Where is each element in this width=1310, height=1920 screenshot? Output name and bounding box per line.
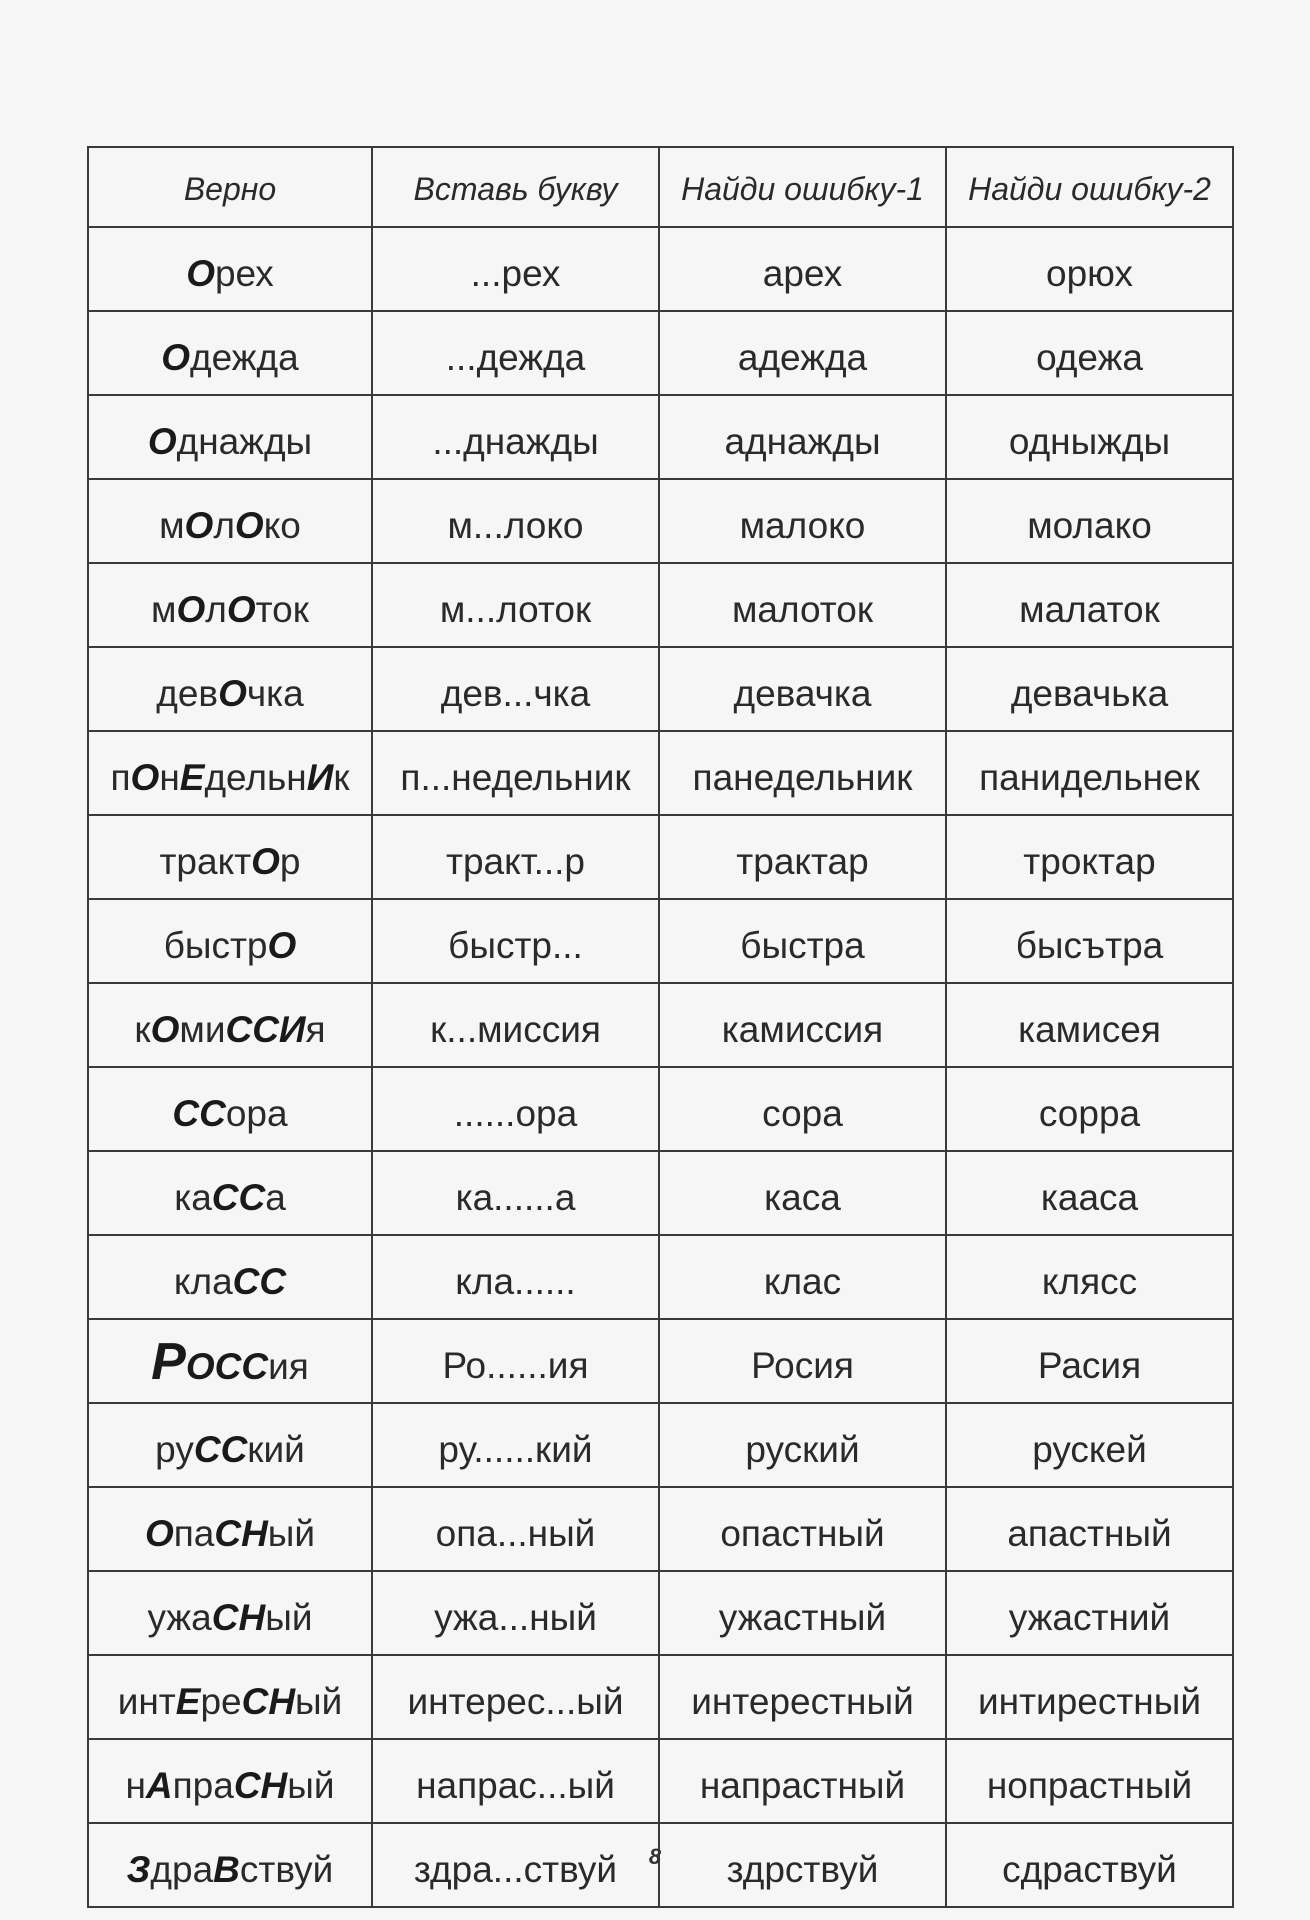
table-row [88,815,1233,899]
word-part: ток [255,589,309,630]
highlighted-letters: А [145,1765,173,1806]
word-part: кий [247,1429,305,1470]
word-part: н [125,1765,146,1806]
cell-correct-word [88,983,372,1067]
cell-find-error-1: интерестный [659,1655,946,1739]
word-part: быстр [163,925,268,966]
cell-find-error-1: трактар [659,815,946,899]
cell-find-error-1: малоко [659,479,946,563]
word-part: дев [156,673,219,714]
cell-insert-letter: ужа...ный [372,1571,659,1655]
cell-find-error-2: апастный [946,1487,1233,1571]
word-part: я [305,1009,326,1050]
cell-correct-word [88,1067,372,1151]
word-part: дра [150,1849,214,1890]
highlighted-letters: О [186,253,215,294]
cell-correct-word [88,1571,372,1655]
highlighted-letters: О [150,1009,180,1050]
word-part: ре [200,1681,242,1722]
highlighted-letters: О [130,757,160,798]
highlighted-letters: Е [175,1681,201,1722]
word-part: кла [173,1261,233,1302]
table-row [88,1319,1233,1403]
spelling-table [87,146,1234,1908]
cell-insert-letter: ка......а [372,1151,659,1235]
highlighted-letters: О [147,421,177,462]
cell-insert-letter: Ро......ия [372,1319,659,1403]
cell-correct-word [88,731,372,815]
page-number: 8 [648,1844,662,1869]
word-part: ужа [147,1597,212,1638]
table-row [88,899,1233,983]
cell-find-error-1: адежда [659,311,946,395]
highlighted-letters: СН [214,1513,268,1554]
table-row [88,1571,1233,1655]
cell-insert-letter: ......ора [372,1067,659,1151]
cell-insert-letter: тракт...р [372,815,659,899]
table-row [88,227,1233,311]
cell-insert-letter: дев...чка [372,647,659,731]
word-part: ый [295,1681,343,1722]
cell-find-error-2: нопрастный [946,1739,1233,1823]
cell-correct-word [88,1655,372,1739]
cell-correct-word [88,1487,372,1571]
highlighted-letters: СН [233,1765,288,1806]
word-part: ый [267,1513,316,1554]
cell-insert-letter: к...миссия [372,983,659,1067]
cell-find-error-2: ужастний [946,1571,1233,1655]
word-part: а [265,1177,286,1218]
highlighted-letters: О [218,673,247,714]
cell-correct-word [88,479,372,563]
cell-find-error-2: одежа [946,311,1233,395]
word-part: дежда [190,337,299,378]
cell-insert-letter: здра...ствуй [372,1823,659,1907]
word-part: ру [155,1429,194,1470]
table-row [88,1235,1233,1319]
cell-insert-letter: м...локо [372,479,659,563]
cell-find-error-2: сорра [946,1067,1233,1151]
cell-insert-letter: ...дежда [372,311,659,395]
table-row [88,1655,1233,1739]
table-row [88,563,1233,647]
cell-insert-letter: быстр... [372,899,659,983]
cell-find-error-2: клясс [946,1235,1233,1319]
cell-find-error-2: троктар [946,815,1233,899]
cell-correct-word [88,1235,372,1319]
cell-find-error-2: интирестный [946,1655,1233,1739]
cell-find-error-1: малоток [659,563,946,647]
cell-insert-letter: ...рех [372,227,659,311]
cell-correct-word [88,899,372,983]
highlighted-letters: СС [193,1429,248,1470]
cell-find-error-1: панедельник [659,731,946,815]
highlighted-letters: СС [232,1261,287,1302]
header-find-error-2: Найди ошибку-2 [946,147,1233,227]
table-row [88,1067,1233,1151]
cell-find-error-2: камисея [946,983,1233,1067]
table-row [88,479,1233,563]
word-part: л [213,505,235,546]
word-part: днажды [176,421,313,462]
cell-insert-letter: ру......кий [372,1403,659,1487]
highlighted-letters: О [184,505,214,546]
table-body [88,227,1233,1907]
cell-correct-word [88,227,372,311]
worksheet [87,146,1232,1908]
highlighted-letters: И [306,757,334,798]
cell-insert-letter: кла...... [372,1235,659,1319]
cell-find-error-2: малаток [946,563,1233,647]
highlighted-letters: Р [151,1333,186,1391]
cell-correct-word [88,395,372,479]
word-part: ора [225,1093,288,1134]
word-part: ми [179,1009,226,1050]
cell-find-error-1: ужастный [659,1571,946,1655]
cell-find-error-1: здрствуй [659,1823,946,1907]
word-part: пра [172,1765,234,1806]
cell-find-error-2: молако [946,479,1233,563]
cell-insert-letter: интерес...ый [372,1655,659,1739]
table-row [88,647,1233,731]
cell-find-error-2: бысътра [946,899,1233,983]
word-part: л [205,589,227,630]
cell-correct-word [88,1151,372,1235]
word-part: инт [117,1681,176,1722]
cell-find-error-1: аднажды [659,395,946,479]
cell-insert-letter: м...лоток [372,563,659,647]
word-part: ка [174,1177,212,1218]
word-part: ый [265,1597,313,1638]
highlighted-letters: З [126,1849,151,1890]
highlighted-letters: Е [179,757,205,798]
highlighted-letters: СС [211,1177,266,1218]
word-part: к [333,757,350,798]
cell-correct-word [88,311,372,395]
table-row [88,983,1233,1067]
word-part: ия [268,1346,309,1387]
table-row [88,395,1233,479]
cell-insert-letter: ...днажды [372,395,659,479]
cell-correct-word [88,647,372,731]
cell-correct-word [88,1739,372,1823]
cell-find-error-1: сора [659,1067,946,1151]
highlighted-letters: О [161,337,191,378]
highlighted-letters: СН [241,1681,296,1722]
table-row [88,1739,1233,1823]
cell-find-error-1: опастный [659,1487,946,1571]
highlighted-letters: ОСС [185,1346,269,1387]
cell-find-error-2: рускей [946,1403,1233,1487]
highlighted-letters: СС [172,1093,226,1134]
highlighted-letters: О [267,925,297,966]
cell-find-error-1: быстра [659,899,946,983]
cell-find-error-2: кааса [946,1151,1233,1235]
cell-find-error-2: одныжды [946,395,1233,479]
word-part: тракт [159,841,252,882]
highlighted-letters: В [213,1849,240,1890]
word-part: р [279,841,301,882]
cell-correct-word [88,815,372,899]
cell-find-error-1: каса [659,1151,946,1235]
cell-find-error-1: напрастный [659,1739,946,1823]
table-row [88,731,1233,815]
word-part: ый [287,1765,335,1806]
cell-find-error-1: арех [659,227,946,311]
cell-correct-word [88,563,372,647]
header-row [88,147,1233,227]
cell-find-error-1: Росия [659,1319,946,1403]
cell-find-error-2: девачька [946,647,1233,731]
cell-find-error-1: камиссия [659,983,946,1067]
highlighted-letters: О [144,1513,174,1554]
cell-find-error-2: Расия [946,1319,1233,1403]
word-part: ствуй [239,1849,334,1890]
cell-correct-word [88,1403,372,1487]
table-row [88,311,1233,395]
cell-find-error-1: руский [659,1403,946,1487]
highlighted-letters: О [234,505,264,546]
cell-find-error-2: сдраствуй [946,1823,1233,1907]
word-part: чка [246,673,304,714]
cell-insert-letter: п...недельник [372,731,659,815]
cell-find-error-1: девачка [659,647,946,731]
cell-insert-letter: напрас...ый [372,1739,659,1823]
table-row [88,1487,1233,1571]
cell-find-error-1: клас [659,1235,946,1319]
word-part: н [159,757,180,798]
header-correct: Верно [88,147,372,227]
cell-insert-letter: опа...ный [372,1487,659,1571]
highlighted-letters: ССИ [225,1009,306,1050]
highlighted-letters: О [226,589,256,630]
header-insert-letter: Вставь букву [372,147,659,227]
table-row [88,1403,1233,1487]
word-part: м [159,505,185,546]
word-part: ко [263,505,301,546]
word-part: м [151,589,177,630]
highlighted-letters: О [176,589,206,630]
cell-find-error-2: орюх [946,227,1233,311]
table-row [88,1151,1233,1235]
header-find-error-1: Найди ошибку-1 [659,147,946,227]
word-part: па [173,1513,215,1554]
word-part: рех [214,253,274,294]
highlighted-letters: СН [211,1597,266,1638]
cell-find-error-2: панидельнек [946,731,1233,815]
highlighted-letters: О [251,841,280,882]
word-part: п [110,757,131,798]
cell-correct-word [88,1319,372,1403]
word-part: дельн [204,757,307,798]
word-part: к [134,1009,151,1050]
